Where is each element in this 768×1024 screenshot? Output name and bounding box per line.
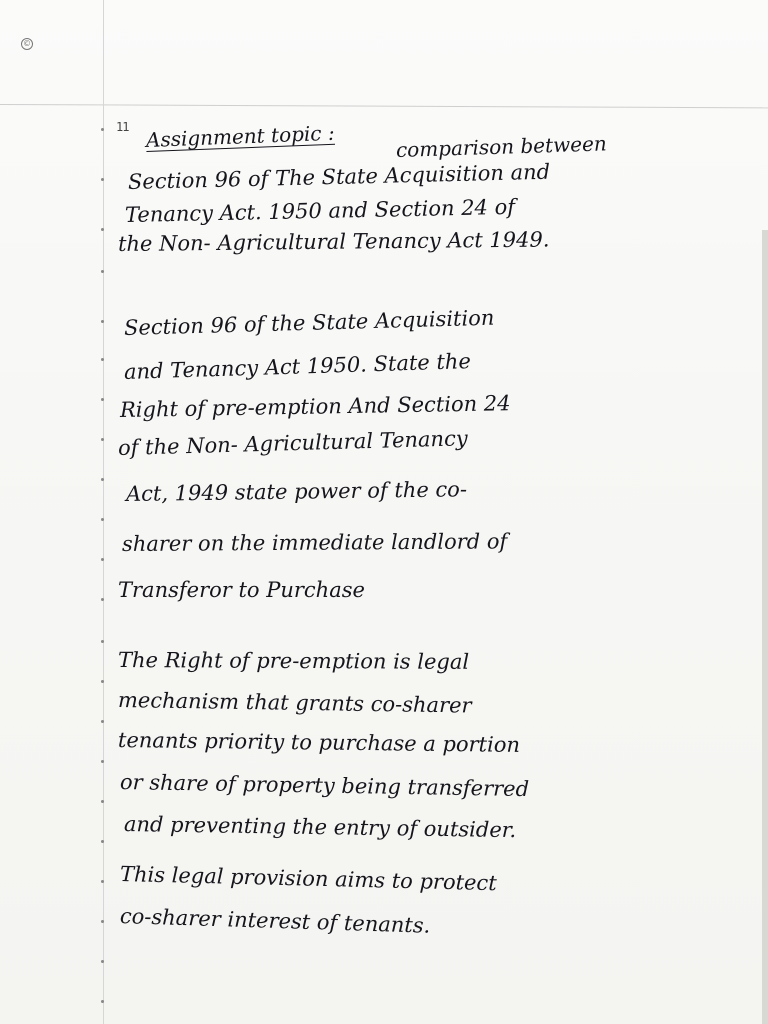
paragraph-2-line-5: and preventing the entry of outsider. xyxy=(123,812,517,843)
margin-tick xyxy=(101,178,104,181)
margin-tick xyxy=(101,840,104,843)
paragraph-1-line-7: Transferor to Purchase xyxy=(118,578,365,602)
paragraph-1-line-4: of the Non- Agricultural Tenancy xyxy=(117,426,468,460)
margin-tick xyxy=(101,438,104,441)
margin-tick xyxy=(101,960,104,963)
topic-line-2: Tenancy Act. 1950 and Section 24 of xyxy=(124,194,516,227)
margin-ticks xyxy=(101,120,107,1020)
margin-tick xyxy=(101,358,104,361)
margin-tick xyxy=(101,800,104,803)
paragraph-1-line-5: Act, 1949 state power of the co- xyxy=(125,477,468,506)
topic-label: Assignment topic : xyxy=(145,120,336,152)
paragraph-2-line-2: mechanism that grants co-sharer xyxy=(117,688,472,718)
margin-tick xyxy=(101,478,104,481)
margin-tick xyxy=(101,128,104,131)
paragraph-1-line-3: Right of pre-emption And Section 24 xyxy=(119,391,511,422)
paragraph-2-line-3: tenants priority to purchase a portion xyxy=(117,728,521,757)
margin-tick xyxy=(101,398,104,401)
margin-tick xyxy=(101,880,104,883)
paragraph-2-line-4: or share of property being transferred xyxy=(119,770,530,802)
margin-tick xyxy=(101,320,104,323)
page-number: 11 xyxy=(116,120,129,134)
topic-line-3: the Non- Agricultural Tenancy Act 1949. xyxy=(117,227,550,256)
paragraph-2-line-7: co-sharer interest of tenants. xyxy=(119,904,431,938)
top-rule-line xyxy=(0,104,768,108)
margin-tick xyxy=(101,920,104,923)
margin-tick xyxy=(101,760,104,763)
page-edge-shadow xyxy=(762,230,768,1024)
margin-tick xyxy=(101,518,104,521)
binder-hole-mark: © xyxy=(23,39,31,48)
margin-tick xyxy=(101,720,104,723)
margin-tick xyxy=(101,270,104,273)
topic-heading-rest: comparison between xyxy=(395,131,608,162)
margin-tick xyxy=(101,680,104,683)
margin-tick xyxy=(101,598,104,601)
paragraph-1-line-6: sharer on the immediate landlord of xyxy=(121,529,508,556)
paragraph-1-line-2: and Tenancy Act 1950. State the xyxy=(123,349,472,384)
topic-line-1: Section 96 of The State Acquisition and xyxy=(127,159,551,194)
margin-tick xyxy=(101,228,104,231)
paragraph-1-line-1: Section 96 of the State Acquisition xyxy=(123,305,495,340)
margin-tick xyxy=(101,558,104,561)
paragraph-2-line-6: This legal provision aims to protect xyxy=(119,862,497,896)
paragraph-2-line-1: The Right of pre-emption is legal xyxy=(117,648,470,674)
margin-tick xyxy=(101,640,104,643)
margin-tick xyxy=(101,1000,104,1003)
